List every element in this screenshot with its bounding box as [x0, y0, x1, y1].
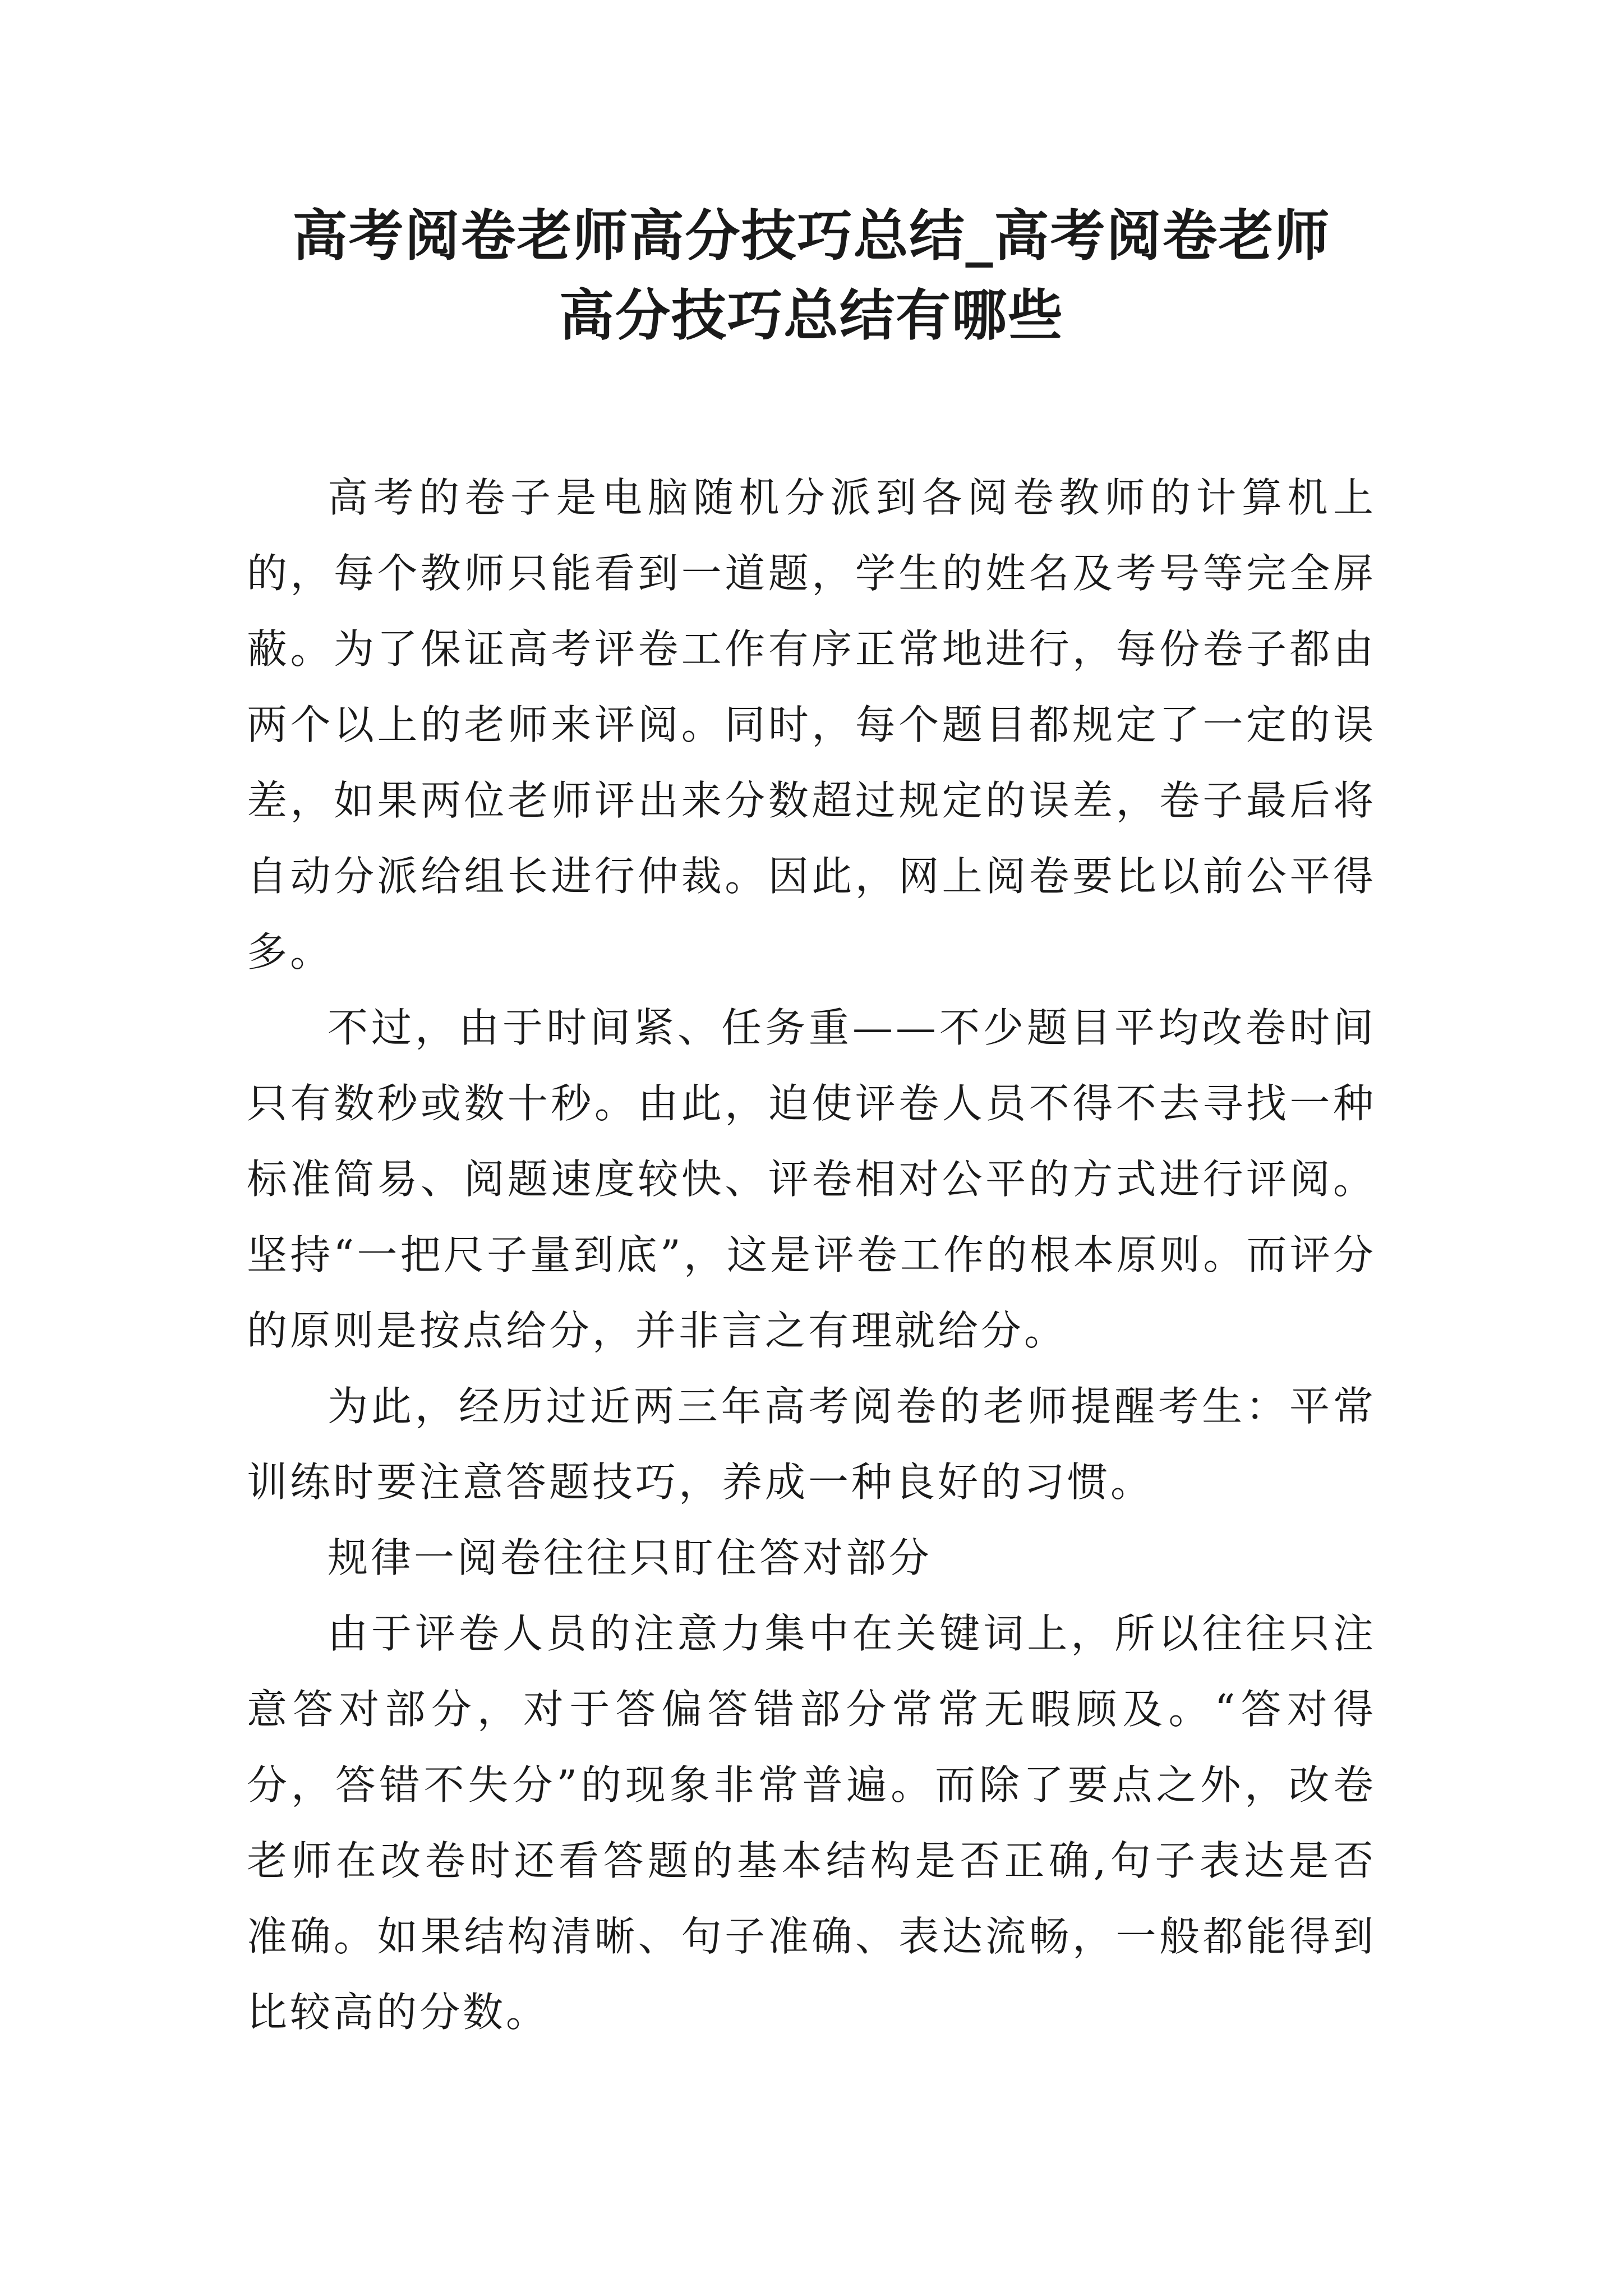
- paragraph-advice: 为此，经历过近两三年高考阅卷的老师提醒考生：平常训练时要注意答题技巧，养成一种良好的习惯。: [247, 1383, 1376, 1506]
- title-line-2: 高分技巧总结有哪些: [559, 283, 1064, 348]
- paragraph-time-pressure: 不过，由于时间紧、任务重——不少题目平均改卷时间只有数秒或数十秒。由此，迫使评卷人员不得不去寻找一种标准简易、阅题速度较快、评卷相对公平的方式进行评阅。坚持“一把尺子量到底”，这是评卷工作的根本原则。而评分的原则是按点给分，并非言之有理就给分。: [247, 1004, 1376, 1354]
- document-body: [247, 460, 1376, 2050]
- paragraph-intro: 高考的卷子是电脑随机分派到各阅卷教师的计算机上的，每个教师只能看到一道题，学生的姓名及考号等完全屏蔽。为了保证高考评卷工作有序正常地进行，每份卷子都由两个以上的老师来评阅。同时，每个题目都规定了一定的误差，如果两位老师评出来分数超过规定的误差，卷子最后将自动分派给组长进行仲裁。因此，网上阅卷要比以前公平得多。: [247, 474, 1376, 976]
- section-heading-rule-1: 规律一阅卷往往只盯住答对部分: [328, 1534, 933, 1581]
- title-line-1: 高考阅卷老师高分技巧总结_高考阅卷老师: [292, 204, 1331, 268]
- document-title: [247, 196, 1376, 356]
- paragraph-rule-1: 由于评卷人员的注意力集中在关键词上，所以往往只注意答对部分，对于答偏答错部分常常无暇顾及。“答对得分，答错不失分”的现象非常普遍。而除了要点之外，改卷老师在改卷时还看答题的基本结构是否正确,句子表达是否准确。如果结构清晰、句子准确、表达流畅，一般都能得到比较高的分数。: [247, 1610, 1376, 2036]
